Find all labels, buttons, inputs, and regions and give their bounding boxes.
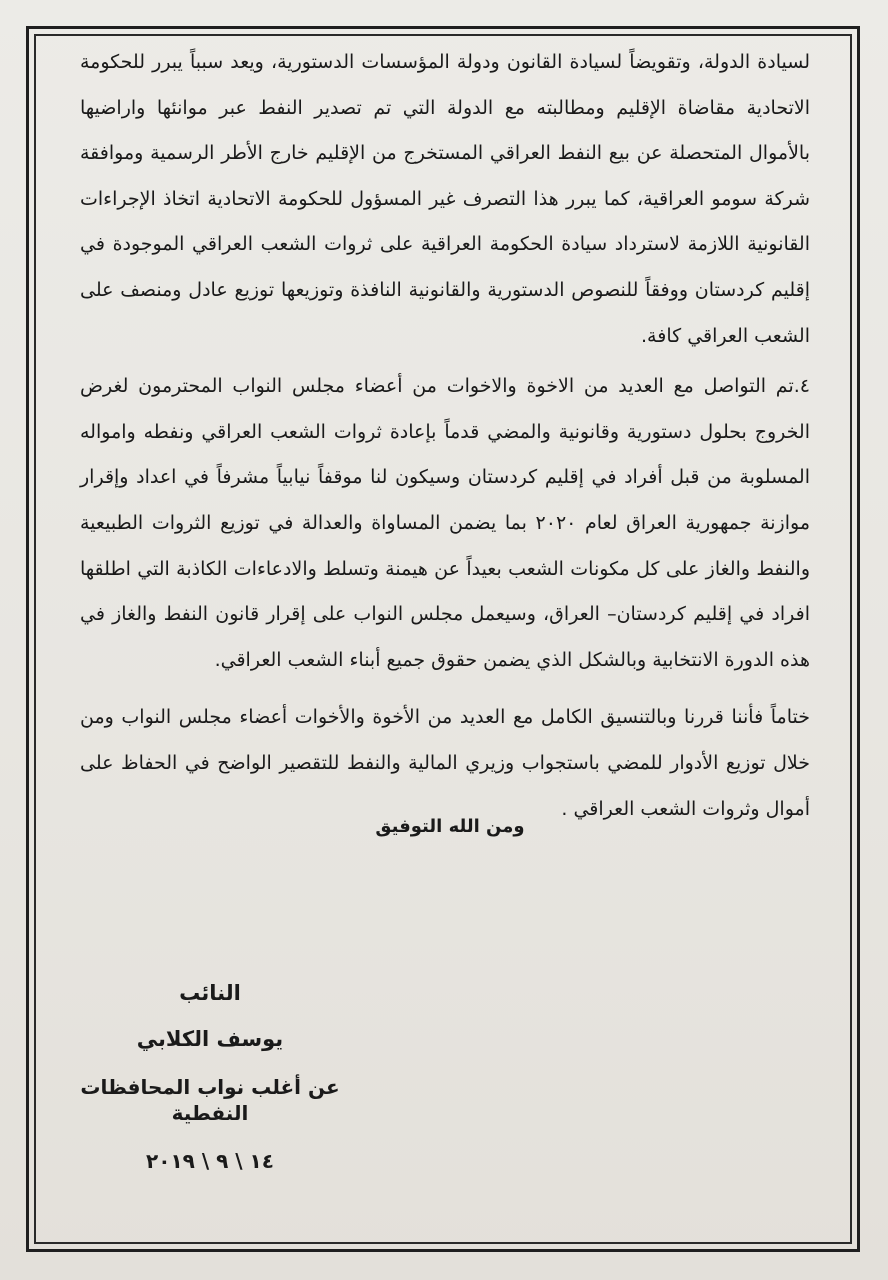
- signature-date: ١٤ \ ٩ \ ٢٠١٩: [146, 1149, 274, 1173]
- closing-paragraph: ختاماً فأننا قررنا وبالتنسيق الكامل مع العديد من الأخوة والأخوات أعضاء مجلس النواب ومن خلال توزيع الأدوار للمضي باستجواب وزيري المالية والنفط للتقصير الواضح في الحفاظ على أموال وثروات الشعب العراقي .: [80, 706, 810, 820]
- letter-body: [80, 40, 810, 842]
- signature-name: يوسف الكلابي: [136, 1027, 284, 1051]
- closing-line: ومن الله التوفيق: [375, 816, 525, 837]
- signature-block: [40, 980, 380, 1174]
- signature-role: عن أغلب نواب المحافظات النفطية: [80, 1075, 340, 1125]
- continuation-paragraph: لسيادة الدولة، وتقويضاً لسيادة القانون ودولة المؤسسات الدستورية، ويعد سبباً يبرر للحكومة الاتحادية مقاضاة الإقليم ومطالبته مع الدولة التي تم تصدير النفط عبر موانئها واراضيها بالأموال المتحصلة عن بيع النفط العراقي المستخرج من الإقليم خارج الأطر الرسمية وموافقة شركة سومو العراقية، كما يبرر هذا التصرف غير المسؤول للحكومة الاتحادية اتخاذ الإجراءات القانونية اللازمة لاسترداد سيادة الحكومة العراقية على ثروات الشعب العراقي الموجودة في إقليم كردستان ووفقاً للنصوص الدستورية والقانونية النافذة وتوزيعها توزيع عادل ومنصف على الشعب العراقي كافة.: [80, 51, 810, 347]
- signature-title: النائب: [179, 981, 241, 1005]
- point-four-paragraph: ٤.تم التواصل مع العديد من الاخوة والاخوات من أعضاء مجلس النواب المحترمون لغرض الخروج بحلول دستورية وقانونية والمضي قدماً بإعادة ثروات الشعب العراقي ونفطه وامواله المسلوبة من قبل أفراد في إقليم كردستان وسيكون لنا موقفاً نيابياً مشرفاً في اعداد وإقرار موازنة جمهورية العراق لعام ٢٠٢٠ بما يضمن المساواة والعدالة في توزيع الثروات الطبيعية والنفط والغاز على كل مكونات الشعب بعيداً عن هيمنة وتسلط والادعاءات الكاذبة التي اطلقها افراد في إقليم كردستان– العراق، وسيعمل مجلس النواب على إقرار قانون النفط والغاز في هذه الدورة الانتخابية وبالشكل الذي يضمن حقوق جميع أبناء الشعب العراقي.: [80, 375, 810, 671]
